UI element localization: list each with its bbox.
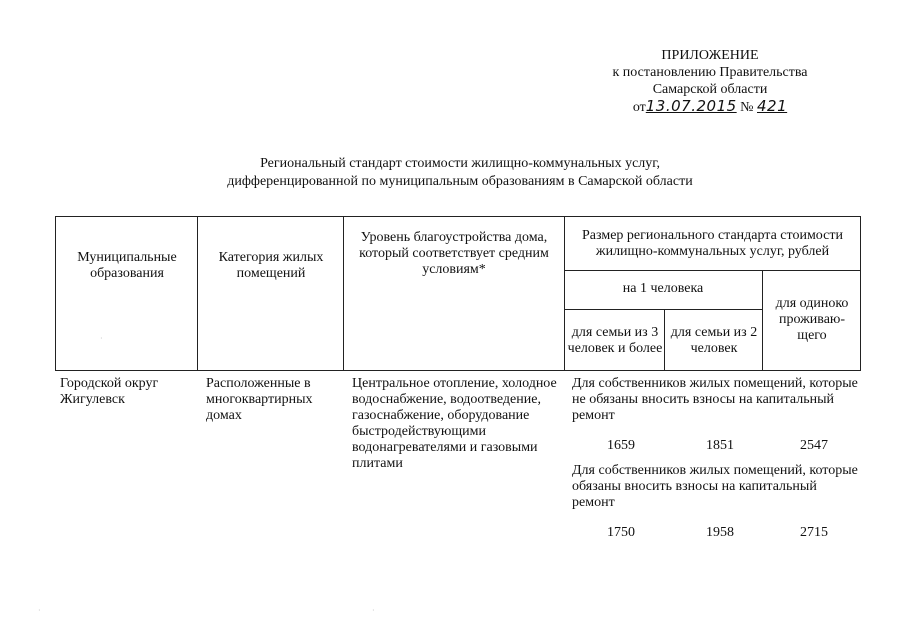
group-no-capital-repair-label: Для собственников жилых помещений, которые не обязаны вносить взносы на капитальный ремонт bbox=[572, 376, 858, 423]
family-column-divider bbox=[664, 309, 665, 371]
col-municipalities: Муниципальные образования bbox=[77, 250, 177, 281]
cell-comfort-level: Центральное отопление, холодное водоснабжение, водоотведение, газоснабжение, оборудование быстродействующими водонагревателями и газовыми плитами bbox=[352, 376, 557, 471]
col-standard-size-group: Размер регионального стандарта стоимости жилищно-коммунальных услуг, рублей bbox=[582, 228, 843, 259]
subcol-family-2: для семьи из 2 человек bbox=[670, 325, 758, 356]
appendix-decree: к постановлению Правительства bbox=[612, 65, 808, 80]
col-housing-category: Категория жилых помещений bbox=[218, 250, 324, 281]
subcol-single: для одиноко проживаю-щего bbox=[775, 296, 849, 343]
value-single-no-repair: 2547 bbox=[800, 438, 828, 453]
decree-number: 421 bbox=[757, 97, 788, 115]
cell-municipality: Городской округ Жигулевск bbox=[60, 376, 159, 407]
decree-date: 13.07.2015 bbox=[645, 97, 737, 115]
value-family2-repair: 1958 bbox=[706, 525, 734, 540]
column-divider-1 bbox=[197, 216, 198, 371]
scan-speck: · bbox=[372, 606, 375, 615]
group-header-divider bbox=[564, 270, 861, 271]
column-divider-3 bbox=[564, 216, 565, 371]
document-title bbox=[150, 155, 770, 191]
col-comfort-level: Уровень благоустройства дома, который соответствует средним условиям* bbox=[359, 230, 549, 277]
appendix-header bbox=[560, 47, 860, 116]
subcol-family-3: для семьи из 3 человек и более bbox=[567, 325, 663, 356]
value-family3-repair: 1750 bbox=[607, 525, 635, 540]
date-prefix: от bbox=[632, 100, 646, 115]
value-family3-no-repair: 1659 bbox=[607, 438, 635, 453]
value-family2-no-repair: 1851 bbox=[706, 438, 734, 453]
number-label: № bbox=[740, 100, 754, 115]
group-capital-repair-label: Для собственников жилых помещений, которые обязаны вносить взносы на капитальный ремонт bbox=[572, 463, 858, 510]
column-divider-2 bbox=[343, 216, 344, 371]
subcol-per-person: на 1 человека bbox=[622, 281, 704, 296]
title-line-2: дифференцированной по муниципальным образованиям в Самарской области bbox=[227, 174, 693, 189]
appendix-date-line bbox=[560, 98, 860, 116]
table-header-bottom-border bbox=[55, 370, 861, 371]
scan-speck: · bbox=[38, 606, 41, 615]
scan-speck: · bbox=[100, 334, 103, 343]
table-top-border bbox=[55, 216, 861, 217]
per-person-divider bbox=[564, 309, 762, 310]
table-left-border bbox=[55, 216, 56, 371]
single-column-divider bbox=[762, 270, 763, 371]
table-right-border bbox=[860, 216, 861, 371]
value-single-repair: 2715 bbox=[800, 525, 828, 540]
cell-housing-category: Расположенные в многоквартирных домах bbox=[206, 376, 313, 423]
title-line-1: Региональный стандарт стоимости жилищно-коммунальных услуг, bbox=[260, 156, 660, 171]
standards-table-header bbox=[55, 216, 861, 371]
appendix-region: Самарской области bbox=[652, 82, 768, 97]
appendix-title: ПРИЛОЖЕНИЕ bbox=[661, 48, 759, 63]
